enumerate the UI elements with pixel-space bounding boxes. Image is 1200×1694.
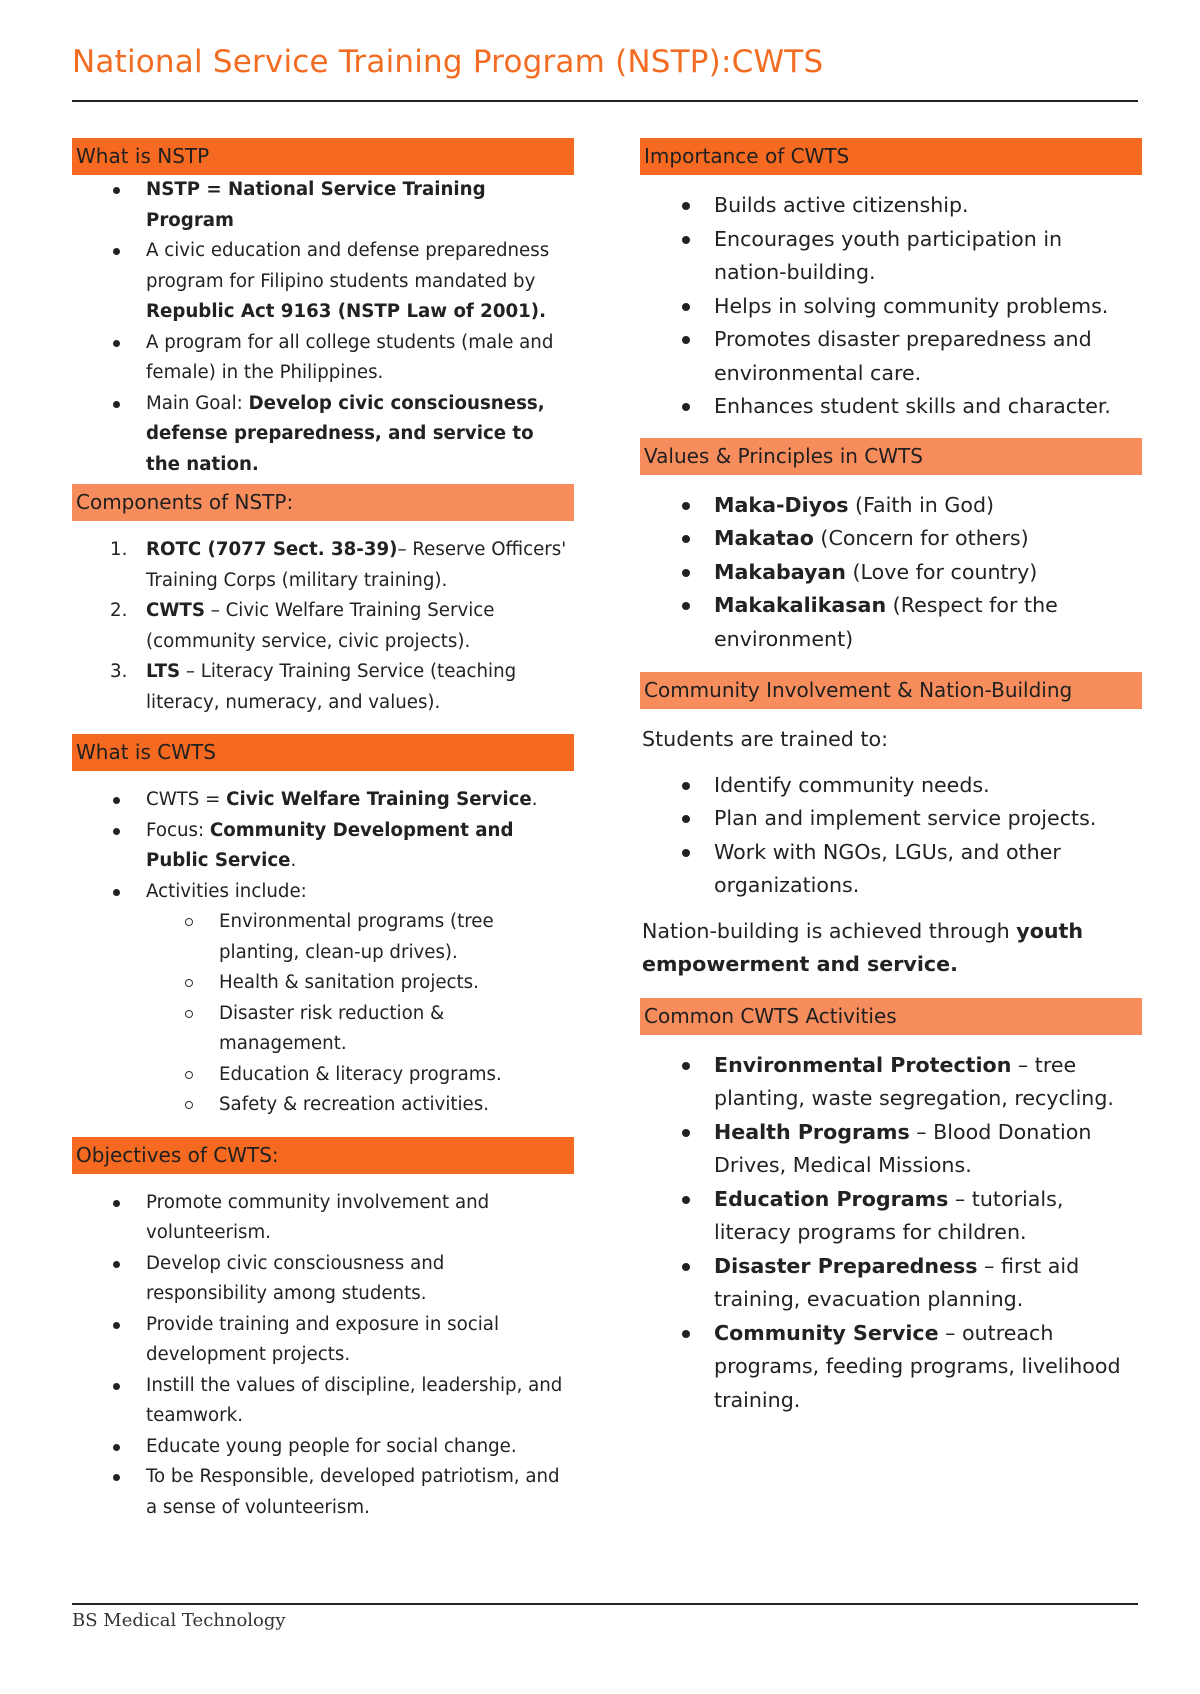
list-item: To be Responsible, developed patriotism, and a sense of volunteerism.: [72, 1462, 574, 1523]
components-list: [72, 535, 574, 718]
list-item-text: – tutorials, literacy programs for children.: [714, 1186, 1064, 1244]
item-number: 3.: [110, 661, 128, 682]
list-item-bold: Makatao: [714, 526, 814, 550]
list-item: [640, 1317, 1142, 1418]
section-heading-what-is-cwts: What is CWTS: [72, 734, 574, 771]
list-item-bold: Health Programs: [714, 1119, 910, 1144]
list-item: Educate young people for social change.: [72, 1432, 574, 1463]
list-item-bold: Disaster Preparedness: [714, 1253, 978, 1278]
list-item: [72, 328, 574, 389]
item-number: 1.: [110, 539, 128, 560]
list-item: [72, 785, 574, 816]
list-item: Promotes disaster preparedness and environmental care.: [640, 323, 1142, 390]
list-item-text: (Respect for the environment): [714, 593, 1058, 651]
list-item-text: – Civic Welfare Training Service (community service, civic projects).: [146, 600, 495, 652]
activities-sublist: [146, 907, 568, 1121]
list-item-bold: ROTC (7077 Sect. 38-39): [146, 539, 398, 560]
section-heading-components: Components of NSTP:: [72, 484, 574, 521]
list-item-text: .: [290, 850, 297, 871]
paragraph-bold: youth empowerment and service.: [642, 918, 1084, 976]
list-item-text: Main Goal:: [146, 392, 249, 414]
list-item: [640, 589, 1142, 656]
list-item-bold: Makakalikasan: [714, 593, 887, 617]
list-item: Identify community needs.: [640, 769, 1142, 803]
list-item-text: (Love for country): [845, 559, 1038, 584]
list-item-bold: CWTS: [146, 600, 205, 621]
list-item-bold: Maka-Diyos: [714, 492, 849, 517]
list-item-text: – tree planting, waste segregation, recycling.: [714, 1052, 1114, 1110]
list-item: Helps in solving community problems.: [640, 290, 1142, 324]
what-is-cwts-list: [72, 785, 574, 1121]
section-heading-community: Community Involvement & Nation-Building: [640, 672, 1142, 709]
item-number: 2.: [110, 600, 128, 621]
list-item-bold: NSTP = National Service Training Program: [146, 179, 486, 231]
sublist-item: Disaster risk reduction & management.: [146, 999, 568, 1060]
list-item: [640, 522, 1142, 556]
list-item: [640, 1250, 1142, 1317]
list-item-bold: Makabayan: [714, 559, 846, 584]
activities-list: [640, 1049, 1142, 1418]
sublist-item: Health & sanitation projects.: [146, 968, 568, 999]
objectives-list: [72, 1188, 574, 1524]
list-item: [640, 1183, 1142, 1250]
list-item-bold: Develop civic consciousness, defense preparedness, and service to the nation.: [146, 392, 545, 475]
list-item: [72, 535, 574, 596]
section-heading-values: Values & Principles in CWTS: [640, 438, 1142, 475]
section-heading-objectives: Objectives of CWTS:: [72, 1137, 574, 1174]
what-is-nstp-list: [72, 175, 574, 480]
list-item: [640, 1049, 1142, 1116]
list-item: Plan and implement service projects.: [640, 802, 1142, 836]
page-title: National Service Training Program (NSTP):CWTS: [72, 44, 824, 80]
list-item: [72, 816, 574, 877]
importance-list: [640, 189, 1142, 424]
list-item-bold: LTS: [146, 661, 181, 682]
list-item: [72, 389, 574, 481]
list-item: Develop civic consciousness and responsibility among students.: [72, 1249, 574, 1310]
community-list: [640, 769, 1142, 903]
list-item-text: CWTS =: [146, 789, 227, 810]
list-item: [72, 175, 574, 236]
list-item-text: A civic education and defense preparedness program for Filipino students mandated by: [146, 240, 550, 292]
list-item-bold: Environmental Protection: [714, 1052, 1012, 1077]
list-item-bold: Education Programs: [714, 1186, 949, 1211]
page-footer: BS Medical Technology: [72, 1610, 286, 1631]
list-item-text: Focus:: [146, 819, 210, 841]
section-heading-importance: Importance of CWTS: [640, 138, 1142, 175]
list-item: Promote community involvement and volunteerism.: [72, 1188, 574, 1249]
list-item: [640, 489, 1142, 523]
sublist-item: Environmental programs (tree planting, clean-up drives).: [146, 907, 568, 968]
list-item-text: – Blood Donation Drives, Medical Missions.: [714, 1119, 1092, 1177]
list-item: [72, 236, 574, 328]
list-item-text: Activities include:: [146, 880, 307, 902]
list-item-text: A program for all college students (male and female) in the Philippines.: [146, 331, 554, 383]
list-item: [72, 877, 574, 1121]
community-outro: [640, 915, 1142, 982]
list-item: [72, 657, 574, 718]
list-item-text: .: [531, 789, 538, 810]
community-intro: Students are trained to:: [642, 727, 889, 751]
section-heading-what-is-nstp: What is NSTP: [72, 138, 574, 175]
list-item-bold: Republic Act 9163 (NSTP Law of 2001).: [146, 301, 547, 322]
sublist-item: Safety & recreation activities.: [146, 1090, 568, 1121]
list-item-bold: Community Development and Public Service: [146, 819, 514, 871]
list-item: Builds active citizenship.: [640, 189, 1142, 223]
list-item: Encourages youth participation in nation-building.: [640, 223, 1142, 290]
list-item-text: – outreach programs, feeding programs, livelihood training.: [714, 1320, 1121, 1412]
right-column: [640, 138, 1142, 1417]
section-heading-activities: Common CWTS Activities: [640, 998, 1142, 1035]
list-item-bold: Civic Welfare Training Service: [226, 789, 532, 810]
values-list: [640, 489, 1142, 657]
list-item: Provide training and exposure in social development projects.: [72, 1310, 574, 1371]
list-item: Work with NGOs, LGUs, and other organizations.: [640, 836, 1142, 903]
list-item: Enhances student skills and character.: [640, 390, 1142, 424]
list-item-text: (Concern for others): [813, 526, 1029, 550]
list-item-text: – first aid training, evacuation planning.: [714, 1253, 1080, 1311]
list-item-text: – Literacy Training Service (teaching literacy, numeracy, and values).: [146, 661, 517, 713]
list-item: [640, 1116, 1142, 1183]
list-item: [640, 556, 1142, 590]
left-column: [72, 138, 574, 1523]
list-item: [72, 596, 574, 657]
paragraph-text: Nation-building is achieved through: [642, 918, 1017, 943]
list-item-text: – Reserve Officers' Training Corps (military training).: [146, 539, 567, 591]
list-item-bold: Community Service: [714, 1320, 939, 1345]
list-item-text: (Faith in God): [848, 492, 995, 517]
footer-divider: [72, 1603, 1138, 1605]
sublist-item: Education & literacy programs.: [146, 1060, 568, 1091]
title-divider: [72, 100, 1138, 102]
list-item: Instill the values of discipline, leadership, and teamwork.: [72, 1371, 574, 1432]
